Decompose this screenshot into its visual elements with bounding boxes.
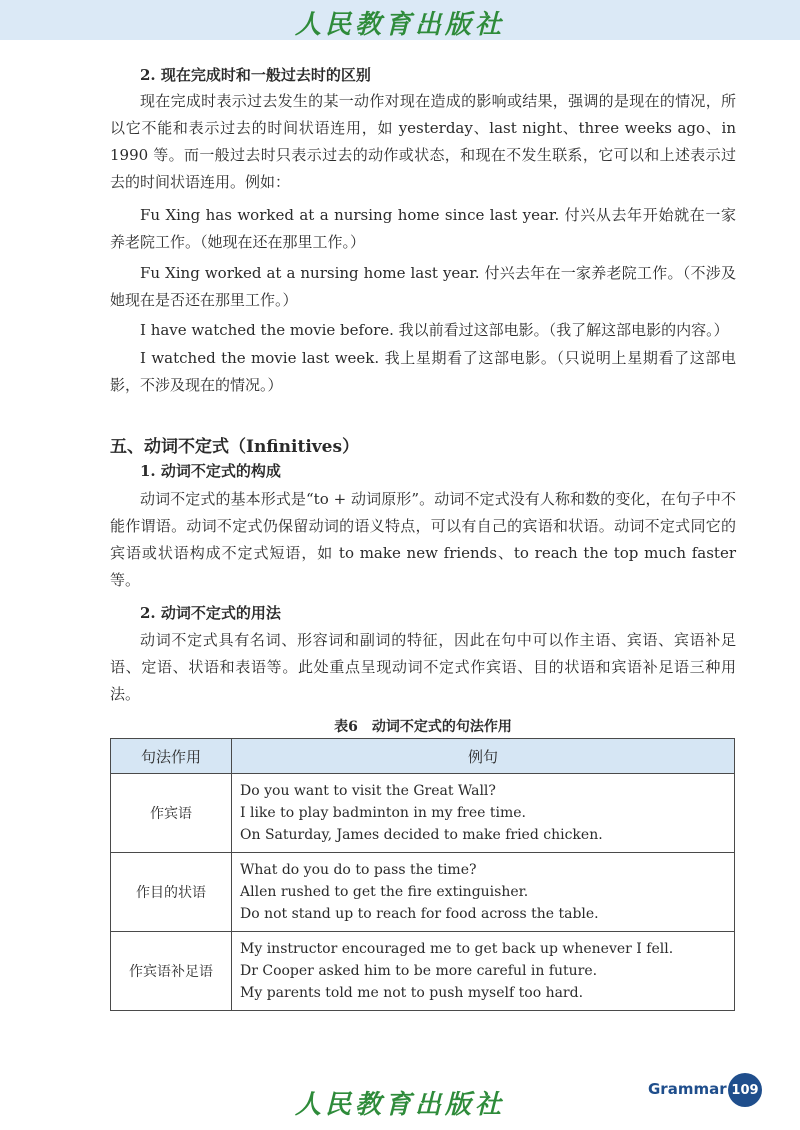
column-header-function: 句法作用 [111, 739, 232, 774]
section-5-heading: 五、动词不定式（Infinitives） [110, 437, 360, 457]
example-paragraph: Fu Xing has worked at a nursing home since last year. 付兴从去年开始就在一家养老院工作。（她现在还在那里工作。） [110, 206, 736, 251]
examples-cell [232, 853, 735, 932]
infinitive-function-table [110, 738, 735, 1011]
example-sentence: I like to play badminton in my free time. [240, 805, 526, 821]
table-caption: 表6 动词不定式的句法作用 [334, 719, 512, 735]
example-sentence: Allen rushed to get the fire extinguisher. [240, 884, 529, 900]
section-2-intro: 现在完成时表示过去发生的某一动作对现在造成的影响或结果，强调的是现在的情况，所以它不能和表示过去的时间状语连用，如 yesterday、last night、three weeks ago、in 1990 等。而一般过去时只表示过去的动作或状态，和现在不发生联系，它可以和上述表示过去的时间状语连用。例如： [110, 92, 736, 191]
publisher-logo-footer: 人民教育出版社 [294, 1090, 505, 1120]
example-sentence: What do you do to pass the time? [240, 862, 477, 878]
publisher-logo-header: 人民教育出版社 [294, 10, 505, 40]
example-sentence: Do you want to visit the Great Wall? [240, 783, 496, 799]
table-row [111, 774, 735, 853]
infinitive-formation-text: 动词不定式的基本形式是“to + 动词原形”。动词不定式没有人称和数的变化，在句子中不能作谓语。动词不定式仍保留动词的语义特点，可以有自己的宾语和状语。动词不定式同它的宾语或状语构成不定式短语，如 to make new friends、to reach the top much faster 等。 [110, 490, 736, 589]
table-row [111, 932, 735, 1011]
infinitive-usage-text: 动词不定式具有名词、形容词和副词的特征，因此在句中可以作主语、宾语、宾语补足语、定语、状语和表语等。此处重点呈现动词不定式作宾语、目的状语和宾语补足语三种用法。 [110, 631, 736, 703]
example-paragraph: Fu Xing worked at a nursing home last year. 付兴去年在一家养老院工作。（不涉及她现在是否还在那里工作。） [110, 264, 736, 309]
example-paragraph: I have watched the movie before. 我以前看过这部电影。（我了解这部电影的内容。） [140, 321, 729, 339]
section-2-heading: 2. 现在完成时和一般过去时的区别 [140, 66, 371, 84]
table-row [111, 853, 735, 932]
infinitive-usage-heading: 2. 动词不定式的用法 [140, 604, 281, 622]
example-sentence: Do not stand up to reach for food across the table. [240, 906, 599, 922]
example-sentence: On Saturday, James decided to make fried chicken. [240, 827, 603, 843]
infinitive-formation-heading: 1. 动词不定式的构成 [140, 462, 281, 480]
page-number-badge: 109 [728, 1073, 762, 1107]
column-header-examples: 例句 [232, 739, 735, 774]
example-paragraph: I watched the movie last week. 我上星期看了这部电影。（只说明上星期看了这部电影，不涉及现在的情况。） [110, 349, 736, 394]
footer-section-label: Grammar [648, 1080, 727, 1098]
examples-cell [232, 774, 735, 853]
role-cell: 作宾语补足语 [111, 932, 232, 1011]
role-cell: 作宾语 [111, 774, 232, 853]
example-sentence: Dr Cooper asked him to be more careful in future. [240, 963, 598, 979]
example-sentence: My parents told me not to push myself too hard. [240, 985, 584, 1001]
example-sentence: My instructor encouraged me to get back up whenever I fell. [240, 941, 674, 957]
role-cell: 作目的状语 [111, 853, 232, 932]
examples-cell [232, 932, 735, 1011]
table-header-row [111, 739, 735, 774]
